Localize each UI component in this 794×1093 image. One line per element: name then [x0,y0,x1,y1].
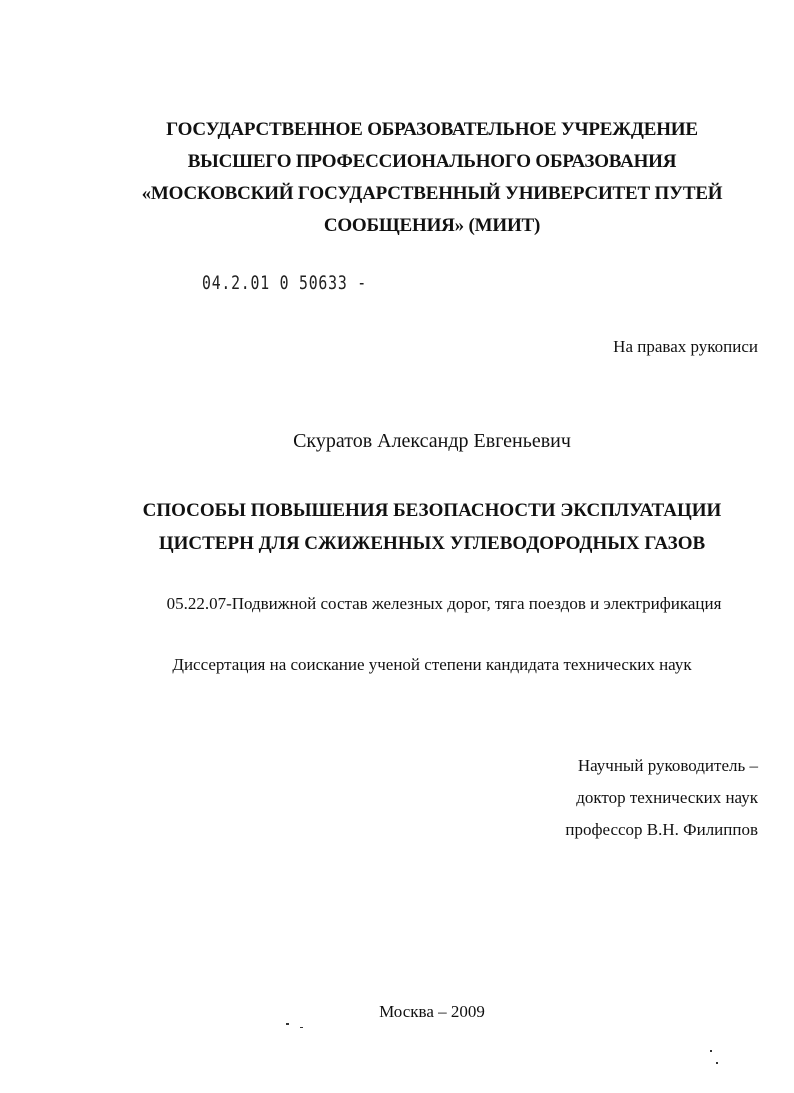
registration-number-stamp: 04.2.01 0 50633 - [202,272,367,294]
dissertation-title [0,494,794,560]
city-year: Москва – 2009 [379,1002,485,1021]
supervisor-degree: доктор технических наук [576,788,758,807]
institution-line: «МОСКОВСКИЙ ГОСУДАРСТВЕННЫЙ УНИВЕРСИТЕТ ПУТЕЙ [141,183,723,204]
institution-line: ГОСУДАРСТВЕННОЕ ОБРАЗОВАТЕЛЬНОЕ УЧРЕЖДЕНИЕ [166,119,698,140]
institution-line: ВЫСШЕГО ПРОФЕССИОНАЛЬНОГО ОБРАЗОВАНИЯ [187,151,677,172]
supervisor-block [565,750,758,846]
supervisor-name: профессор В.Н. Филиппов [565,820,758,839]
rights-note: На правах рукописи [613,337,758,356]
scan-speck [710,1050,712,1052]
institution-line: СООБЩЕНИЯ» (МИИТ) [323,215,541,236]
scan-speck [716,1062,718,1064]
scan-speck [286,1023,289,1025]
title-line: ЦИСТЕРН ДЛЯ СЖИЖЕННЫХ УГЛЕВОДОРОДНЫХ ГАЗОВ [158,533,706,554]
scan-speck [300,1027,303,1028]
specialty-code: 05.22.07-Подвижной состав железных дорог, тяга поездов и электрификация [166,594,722,613]
author-name: Скуратов Александр Евгеньевич [293,430,571,452]
degree-statement: Диссертация на соискание ученой степени кандидата технических наук [172,655,692,674]
institution-header [0,114,794,242]
title-line: СПОСОБЫ ПОВЫШЕНИЯ БЕЗОПАСНОСТИ ЭКСПЛУАТАЦИИ [142,500,722,521]
supervisor-role: Научный руководитель – [577,756,758,775]
